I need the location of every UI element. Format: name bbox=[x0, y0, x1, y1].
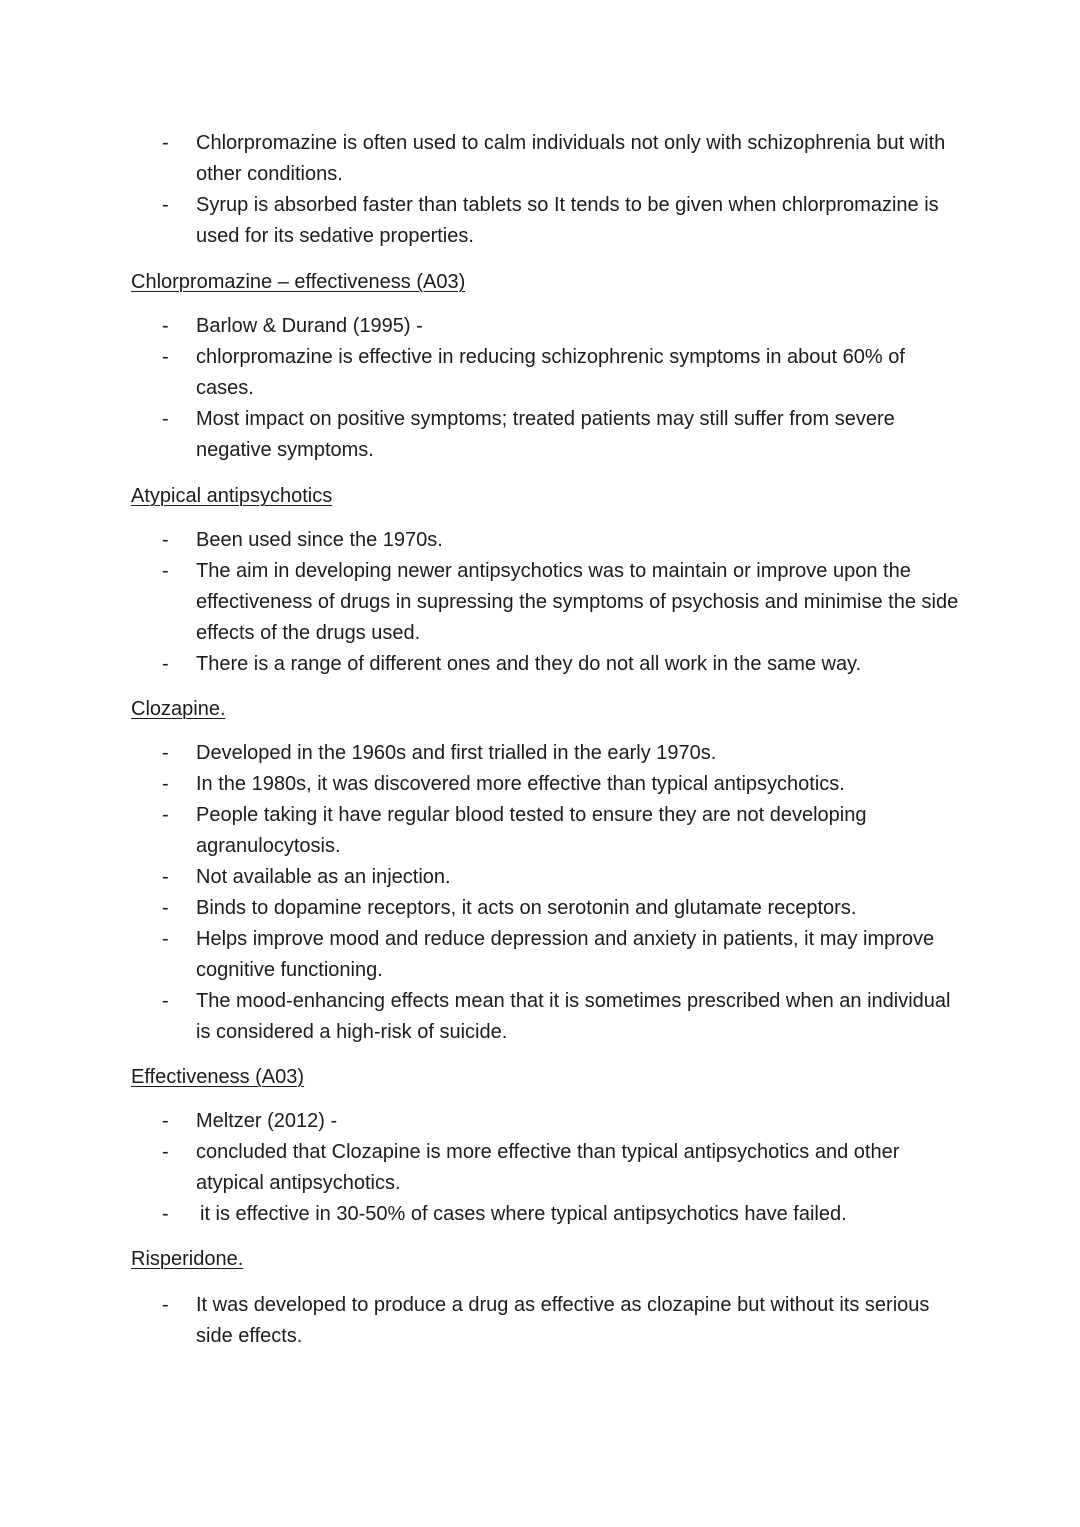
risperidone-list bbox=[162, 1290, 962, 1352]
bullet-text: concluded that Clozapine is more effective than typical antipsychotics and other atypical antipsychotics. bbox=[196, 1141, 900, 1194]
bullet-dash: - bbox=[162, 1203, 169, 1225]
list-item bbox=[162, 800, 962, 862]
section-heading-clozapine: Clozapine. bbox=[131, 698, 226, 720]
bullet-dash: - bbox=[162, 408, 169, 430]
list-item bbox=[162, 1106, 962, 1137]
list-item bbox=[162, 404, 962, 466]
list-item bbox=[162, 311, 962, 342]
list-item bbox=[162, 738, 962, 769]
list-item bbox=[162, 190, 962, 252]
bullet-text: Helps improve mood and reduce depression and anxiety in patients, it may improve cognitive functioning. bbox=[196, 928, 935, 981]
bullet-text: Syrup is absorbed faster than tablets so It tends to be given when chlorpromazine is used for its sedative properties. bbox=[196, 194, 939, 247]
section-heading-effectiveness: Effectiveness (A03) bbox=[131, 1066, 305, 1088]
bullet-text: There is a range of different ones and they do not all work in the same way. bbox=[196, 653, 862, 675]
bullet-dash: - bbox=[162, 194, 169, 216]
bullet-dash: - bbox=[162, 346, 169, 368]
list-item bbox=[162, 924, 962, 986]
list-item bbox=[162, 1137, 962, 1199]
bullet-dash: - bbox=[162, 653, 169, 675]
atypical-antipsychotics-list bbox=[162, 525, 962, 680]
bullet-text: it is effective in 30-50% of cases where typical antipsychotics have failed. bbox=[200, 1203, 847, 1225]
list-item bbox=[162, 525, 962, 556]
bullet-dash: - bbox=[162, 742, 169, 764]
list-item bbox=[162, 1199, 962, 1230]
list-item bbox=[162, 893, 962, 924]
list-item bbox=[162, 862, 962, 893]
bullet-text: Binds to dopamine receptors, it acts on serotonin and glutamate receptors. bbox=[196, 897, 857, 919]
bullet-text: Developed in the 1960s and first trialled in the early 1970s. bbox=[196, 742, 717, 764]
bullet-dash: - bbox=[162, 560, 169, 582]
bullet-dash: - bbox=[162, 1141, 169, 1163]
list-item bbox=[162, 1290, 962, 1352]
bullet-text: Not available as an injection. bbox=[196, 866, 451, 888]
bullet-text: Chlorpromazine is often used to calm individuals not only with schizophrenia but with other conditions. bbox=[196, 132, 946, 185]
bullet-text: In the 1980s, it was discovered more effective than typical antipsychotics. bbox=[196, 773, 845, 795]
bullet-dash: - bbox=[162, 315, 169, 337]
bullet-dash: - bbox=[162, 773, 169, 795]
chlorpromazine-effectiveness-list bbox=[162, 311, 962, 466]
bullet-text: People taking it have regular blood tested to ensure they are not developing agranulocytosis. bbox=[196, 804, 867, 857]
list-item bbox=[162, 986, 962, 1048]
bullet-dash: - bbox=[162, 1110, 169, 1132]
bullet-text: Meltzer (2012) - bbox=[196, 1110, 338, 1132]
bullet-text: The mood-enhancing effects mean that it is sometimes prescribed when an individual is considered a high-risk of suicide. bbox=[196, 990, 951, 1043]
list-item bbox=[162, 128, 962, 190]
bullet-dash: - bbox=[162, 132, 169, 154]
section-heading-chlorpromazine-effectiveness: Chlorpromazine – effectiveness (A03) bbox=[131, 271, 466, 293]
bullet-text: Barlow & Durand (1995) - bbox=[196, 315, 423, 337]
bullet-text: It was developed to produce a drug as effective as clozapine but without its serious side effects. bbox=[196, 1294, 930, 1347]
list-item bbox=[162, 556, 962, 649]
bullet-text: Most impact on positive symptoms; treated patients may still suffer from severe negative symptoms. bbox=[196, 408, 895, 461]
bullet-text: chlorpromazine is effective in reducing schizophrenic symptoms in about 60% of cases. bbox=[196, 346, 905, 399]
bullet-dash: - bbox=[162, 804, 169, 826]
list-item bbox=[162, 649, 962, 680]
bullet-text: Been used since the 1970s. bbox=[196, 529, 443, 551]
clozapine-list bbox=[162, 738, 962, 1048]
list-item bbox=[162, 769, 962, 800]
bullet-text: The aim in developing newer antipsychotics was to maintain or improve upon the effectiveness of drugs in supressing the symptoms of psychosis and minimise the side effects of the drugs used. bbox=[196, 560, 959, 644]
section-heading-atypical-antipsychotics: Atypical antipsychotics bbox=[131, 485, 333, 507]
bullet-dash: - bbox=[162, 990, 169, 1012]
section-heading-risperidone: Risperidone. bbox=[131, 1248, 244, 1270]
bullet-dash: - bbox=[162, 866, 169, 888]
bullet-dash: - bbox=[162, 529, 169, 551]
effectiveness-list bbox=[162, 1106, 962, 1230]
bullet-dash: - bbox=[162, 897, 169, 919]
top-bullet-list bbox=[162, 128, 962, 252]
bullet-dash: - bbox=[162, 1294, 169, 1316]
list-item bbox=[162, 342, 962, 404]
bullet-dash: - bbox=[162, 928, 169, 950]
